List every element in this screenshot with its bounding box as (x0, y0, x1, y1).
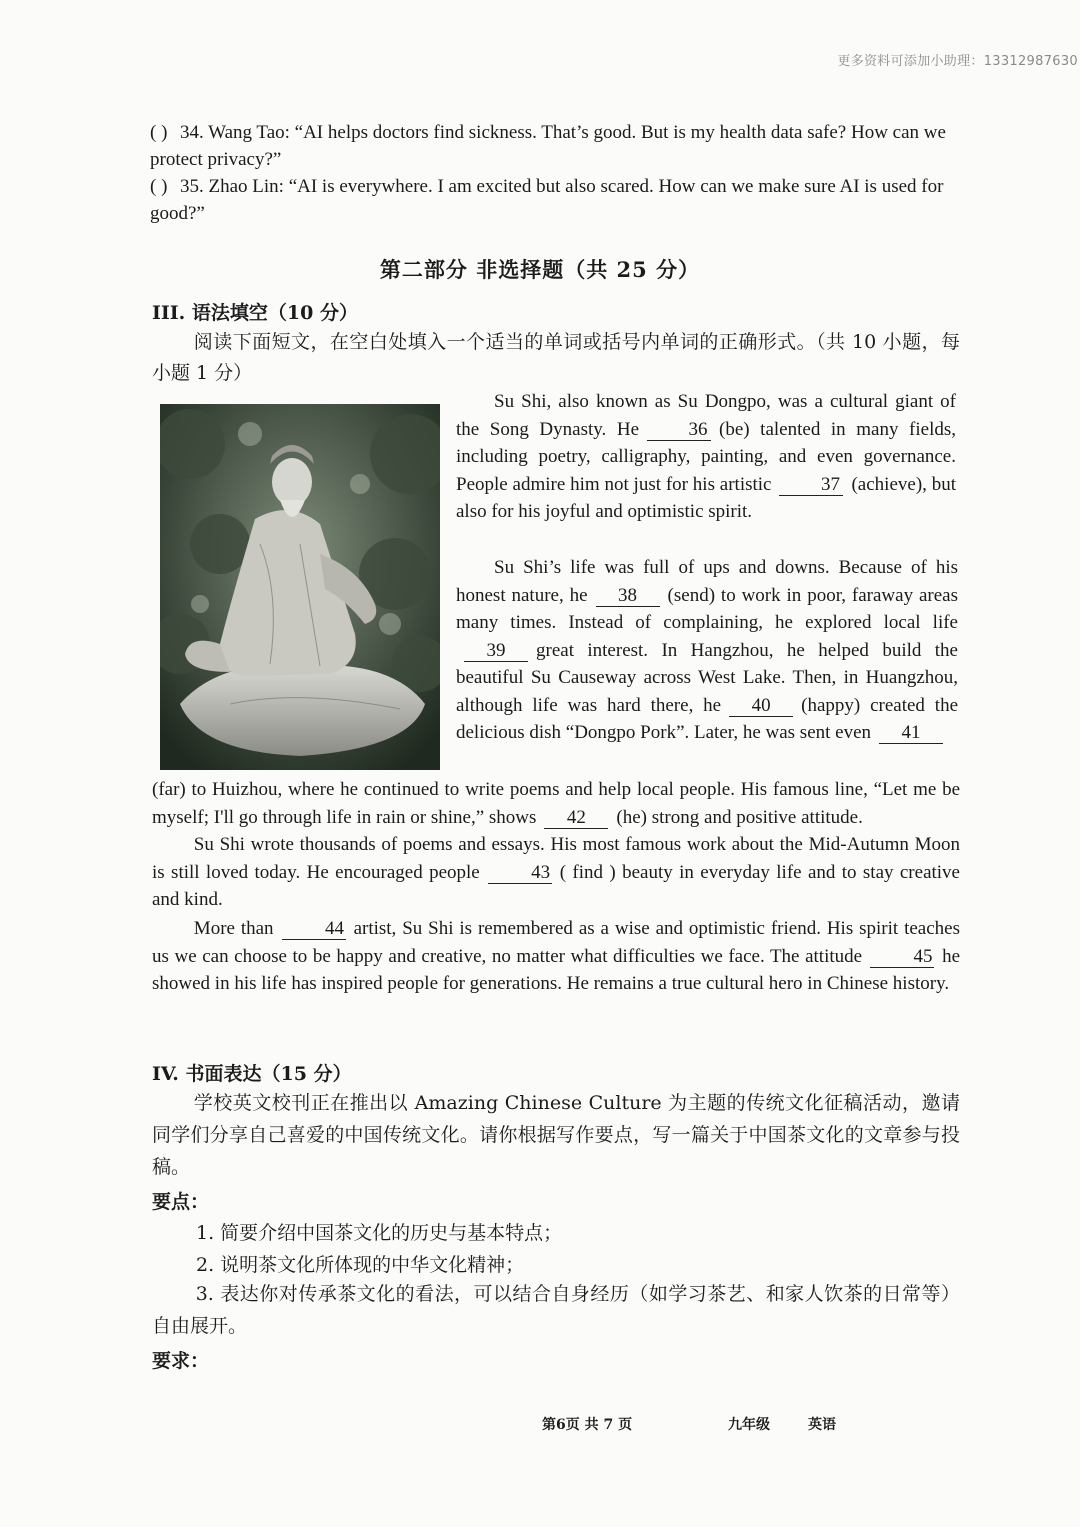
passage-text: Su Shi’s life was full of ups and downs. Because of his honest nature, he (456, 557, 958, 606)
passage-paragraph-2-end (152, 776, 960, 831)
answer-paren: ( ) (150, 176, 168, 197)
subject-label: 英语 (808, 1417, 836, 1433)
blank-39[interactable]: 39 (464, 641, 528, 662)
question-text: 34. Wang Tao: “AI helps doctors find sickness. That’s good. But is my health data safe? How can we protect privacy?” (150, 122, 946, 170)
blank-36[interactable]: 36 (647, 420, 711, 441)
watermark: 更多资料可添加小助理：13312987630 (837, 54, 1078, 69)
question-34 (150, 119, 960, 173)
grade-label: 九年级 (728, 1417, 770, 1433)
blank-40[interactable]: 40 (729, 696, 793, 717)
blank-41[interactable]: 41 (879, 723, 943, 744)
page-number: 第6页 共 7 页 (542, 1417, 633, 1433)
passage-text: (be) talented in many fields, including poetry, calligraphy, painting, and even governance. People admire him not just for his artistic (456, 418, 956, 495)
point-2: 2. 说明茶文化所体现的中华文化精神； (196, 1254, 525, 1276)
section-4-intro: 学校英文校刊正在推出以 Amazing Chinese Culture 为主题的传统文化征稿活动，邀请同学们分享自己喜爱的中国传统文化。请你根据写作要点，写一篇关于中国茶文化的文章参与投稿。 (152, 1092, 960, 1178)
passage-text: Su Shi, also known as Su Dongpo, was a cultural giant of the Song Dynasty. He (456, 391, 956, 440)
blank-45[interactable]: 45 (870, 947, 934, 968)
blank-37[interactable]: 37 (779, 475, 843, 496)
passage-column (456, 388, 956, 526)
passage-text: More than (193, 918, 274, 939)
passage-text: (achieve), but also for his joyful and optimistic spirit. (456, 473, 956, 522)
passage-text: he showed in his life has inspired people for generations. He remains a true cultural hero in Chinese history. (152, 945, 960, 994)
passage-paragraph-4 (152, 915, 960, 998)
passage-text: (far) to Huizhou, where he continued to write poems and help local people. His famous line, “Let me be myself; I'll go through life in rain or shine,” shows (152, 779, 960, 828)
passage-text: Su Shi wrote thousands of poems and essays. His most famous work about the Mid-Autumn Moon is still loved today. He encouraged people (152, 834, 960, 883)
blank-38[interactable]: 38 (596, 586, 660, 607)
section-3-heading: III. 语法填空（10 分） (152, 302, 358, 324)
point-3: 3. 表达你对传承茶文化的看法，可以结合自身经历（如学习茶艺、和家人饮茶的日常等）自由展开。 (152, 1283, 960, 1337)
passage-text: ( find ) beauty in everyday life and to stay creative and kind. (152, 861, 960, 910)
passage-text: (happy) created the delicious dish “Dongpo Pork”. Later, he was sent even (456, 694, 958, 743)
answer-paren: ( ) (150, 122, 168, 143)
passage-text: (he) strong and positive attitude. (616, 806, 863, 828)
section-4-heading: IV. 书面表达（15 分） (152, 1063, 352, 1085)
section-3-instruction: 阅读下面短文，在空白处填入一个适当的单词或括号内单词的正确形式。（共 10 小题，每小题 1 分） (152, 331, 960, 384)
question-35 (150, 173, 960, 227)
blank-42[interactable]: 42 (544, 808, 608, 829)
blank-43[interactable]: 43 (488, 863, 552, 884)
part-two-title: 第二部分 非选择题（共 25 分） (379, 257, 701, 282)
point-1: 1. 简要介绍中国茶文化的历史与基本特点； (196, 1222, 563, 1244)
passage-text: (send) to work in poor, faraway areas many times. Instead of complaining, he explored local life (456, 584, 958, 633)
passage-text: great interest. In Hangzhou, he helped build the beautiful Su Causeway across West Lake. Then, in Huangzhou, although life was hard there, he (456, 639, 958, 716)
passage-text: artist, Su Shi is remembered as a wise and optimistic friend. His spirit teaches us we can choose to be happy and creative, no matter what difficulties we face. The attitude (152, 918, 960, 967)
requirements-label: 要求： (152, 1350, 210, 1372)
question-text: 35. Zhao Lin: “AI is everywhere. I am excited but also scared. How can we make sure AI is used for good?” (150, 176, 944, 224)
blank-44[interactable]: 44 (282, 919, 346, 940)
passage-paragraph-3 (152, 831, 960, 914)
su-shi-statue-image (160, 404, 440, 770)
passage-paragraph-1 (456, 388, 956, 526)
passage-column-2 (456, 554, 958, 774)
points-label: 要点： (152, 1191, 210, 1213)
